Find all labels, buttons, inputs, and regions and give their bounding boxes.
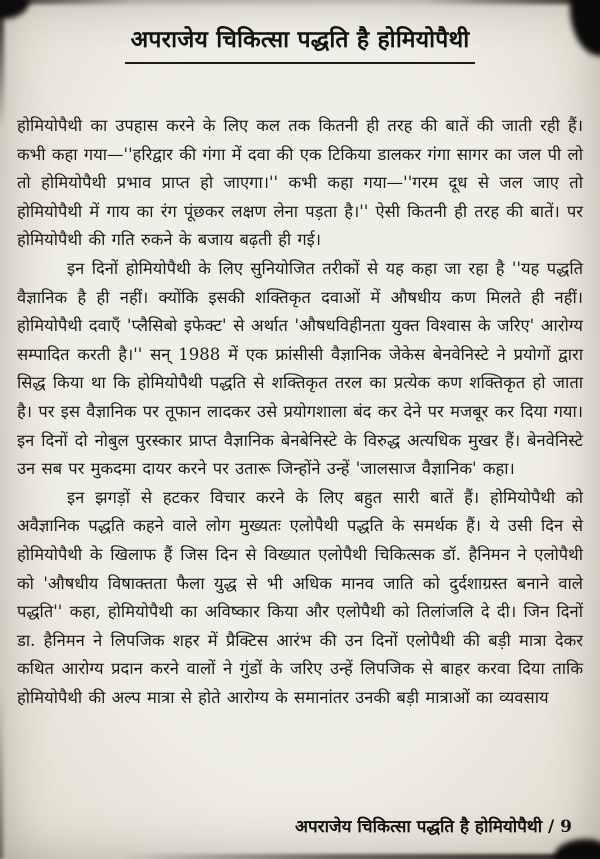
page-body	[17, 112, 583, 712]
paragraph-2: इन दिनों होमियोपैथी के लिए सुनियोजित तरीकों से यह कहा जा रहा है ''यह पद्धति वैज्ञानिक है ही नहीं। क्योंकि इसकी शक्तिकृत दवाओं में औषधीय कण मिलते ही नहीं। होमियोपैथी दवाएँ 'प्लैसिबो इफेक्ट' से अर्थात 'औषधविहीनता युक्त विश्वास के जरिए' आरोग्य सम्पादित करती है।'' सन् 1988 में एक फ्रांसीसी वैज्ञानिक जेकेस बेनवेनिस्टे ने प्रयोगों द्वारा सिद्ध किया था कि होमियोपैथी पद्धति से शक्तिकृत तरल का प्रत्येक कण शक्तिकृत हो जाता है। पर इस वैज्ञानिक पर तूफान लादकर उसे प्रयोगशाला बंद कर देने पर मजबूर कर दिया गया। इन दिनों दो नोबुल पुरस्कार प्राप्त वैज्ञानिक बेनबेनिस्टे के विरुद्ध अत्यधिक मुखर हैं। बेनवेनिस्टे उन सब पर मुकदमा दायर करने पर उतारू जिन्होंने उन्हें 'जालसाज वैज्ञानिक' कहा।	[17, 258, 583, 479]
scan-smudge-bottom-edge	[120, 854, 600, 859]
scan-smudge-bottom-left	[0, 689, 3, 859]
paragraph-1: होमियोपैथी का उपहास करने के लिए कल तक कितनी ही तरह की बातें की जाती रही हैं। कभी कहा गया—''हरिद्वार की गंगा में दवा की एक टिकिया डालकर गंगा सागर का जल पी लो तो होमियोपैथी प्रभाव प्राप्त हो जाएगा।'' कभी कहा गया—''गरम दूध से जल जाए तो होमियोपैथी में गाय का रंग पूंछकर लक्षण लेना पड़ता है।'' ऐसी कितनी ही तरह की बातें। पर होमियोपैथी की गति रुकने के बजाय बढ़ती ही गई।	[17, 116, 583, 250]
page-title	[0, 0, 600, 64]
scan-smudge-bottom-right	[554, 839, 600, 859]
paragraph-3: इन झगड़ों से हटकर विचार करने के लिए बहुत सारी बातें हैं। होमियोपैथी को अवैज्ञानिक पद्धति कहने वाले लोग मुख्यतः एलोपैथी पद्धति के समर्थक हैं। ये उसी दिन से होमियोपैथी के खिलाफ हैं जिस दिन से विख्यात एलोपैथी चिकित्सक डॉ. हैनिमन ने एलोपैथी को 'औषधीय विषाक्तता फैला युद्ध से भी अधिक मानव जाति को दुर्दशाग्रस्त बनाने वाले पद्धति'' कहा, होमियोपैथी का अविष्कार किया और एलोपैथी को तिलांजलि दे दी। जिन दिनों डा. हैनिमन ने लिपजिक शहर में प्रैक्टिस आरंभ की उन दिनों एलोपैथी की बड़ी मात्रा देकर कथित आरोग्य प्रदान करने वालों ने गुंडों के जरिए उन्हें लिपजिक से बाहर करवा दिया ताकि होमियोपैथी की अल्प मात्रा से होते आरोग्य के समानांतर उनकी बड़ी मात्राओं का व्यवसाय	[17, 487, 583, 707]
page-title-text: अपराजेय चिकित्सा पद्धति है होमियोपैथी	[125, 22, 476, 64]
page-footer: अपराजेय चिकित्सा पद्धति है होमियोपैथी / 9	[295, 817, 572, 837]
